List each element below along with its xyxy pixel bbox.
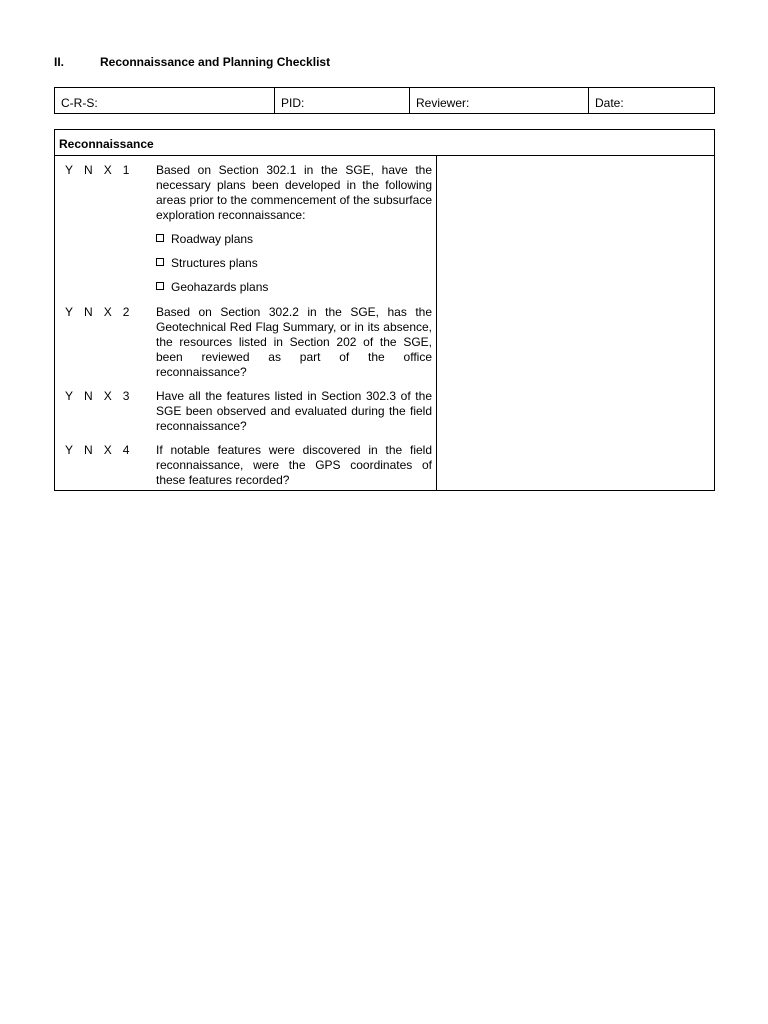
- date-field[interactable]: Date:: [588, 88, 714, 113]
- ynx-options: [65, 443, 140, 457]
- section-title: Reconnaissance and Planning Checklist: [100, 55, 331, 69]
- yes-option[interactable]: Y: [65, 163, 74, 177]
- section-heading: [54, 55, 330, 69]
- section-number: II.: [54, 55, 65, 69]
- checkbox-icon[interactable]: [156, 234, 164, 242]
- option-label: Roadway plans: [171, 232, 254, 246]
- question-text: Based on Section 302.2 in the SGE, has the Geotechnical Red Flag Summary, or in its absence, the resources listed in Section 202 of the SGE, been reviewed as part of the office reconnaissance?: [156, 305, 432, 379]
- item-number: 4: [122, 443, 130, 457]
- no-option[interactable]: N: [84, 443, 93, 457]
- no-option[interactable]: N: [84, 305, 93, 319]
- checklist-item-3: [55, 382, 436, 436]
- ynx-options: [65, 163, 140, 177]
- option-structures[interactable]: [156, 256, 258, 270]
- checkbox-icon[interactable]: [156, 282, 164, 290]
- item-number: 3: [122, 389, 130, 403]
- info-table: [54, 87, 715, 114]
- na-option[interactable]: X: [103, 389, 112, 403]
- option-geohazards[interactable]: [156, 280, 268, 294]
- ynx-options: [65, 389, 140, 403]
- option-roadway[interactable]: [156, 232, 253, 246]
- question-text: If notable features were discovered in the field reconnaissance, were the GPS coordinates of these features recorded?: [156, 443, 432, 487]
- checklist-item-4: [55, 436, 436, 490]
- item-number: 2: [122, 305, 130, 319]
- na-option[interactable]: X: [103, 305, 112, 319]
- reconnaissance-header: Reconnaissance: [55, 130, 714, 156]
- yes-option[interactable]: Y: [65, 389, 74, 403]
- question-text: Have all the features listed in Section 302.3 of the SGE been observed and evaluated during the field reconnaissance?: [156, 389, 432, 433]
- no-option[interactable]: N: [84, 163, 93, 177]
- reconnaissance-table: [54, 129, 715, 491]
- pid-field[interactable]: PID:: [274, 88, 409, 113]
- no-option[interactable]: N: [84, 389, 93, 403]
- checkbox-icon[interactable]: [156, 258, 164, 266]
- ynx-options: [65, 305, 140, 319]
- option-label: Structures plans: [171, 256, 258, 270]
- checklist-item-1: [55, 156, 436, 298]
- yes-option[interactable]: Y: [65, 305, 74, 319]
- option-label: Geohazards plans: [171, 280, 269, 294]
- column-divider: [436, 156, 437, 490]
- reviewer-field[interactable]: Reviewer:: [409, 88, 588, 113]
- yes-option[interactable]: Y: [65, 443, 74, 457]
- checklist-item-2: [55, 298, 436, 382]
- item-number: 1: [122, 163, 130, 177]
- question-text: Based on Section 302.1 in the SGE, have the necessary plans been developed in the following areas prior to the commencement of the subsurface exploration reconnaissance:: [156, 163, 432, 222]
- crs-field[interactable]: C-R-S:: [61, 96, 98, 110]
- na-option[interactable]: X: [103, 443, 112, 457]
- na-option[interactable]: X: [103, 163, 112, 177]
